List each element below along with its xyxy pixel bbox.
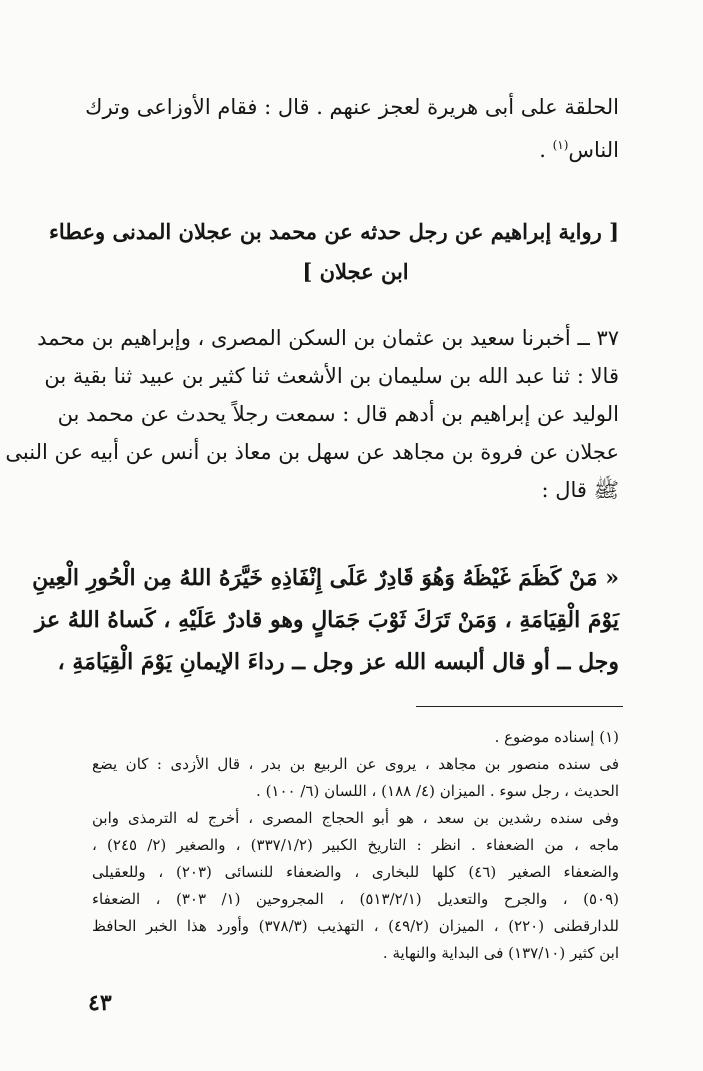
hadith-line: وجل ــ أو قال ألبسه الله عز وجل ــ رداءَ الإيمانِ يَوْمَ الْقِيَامَةِ ، bbox=[57, 649, 619, 675]
section-heading bbox=[49, 212, 619, 292]
footnote-divider bbox=[416, 706, 623, 707]
page-number: ٤٣ bbox=[88, 990, 112, 1016]
top-paragraph-line-2-end: . bbox=[539, 138, 553, 162]
footnote-line: وفى سنده رشدين بن سعد ، هو أبو الحجاج المصرى ، أخرج له الترمذى وابن bbox=[92, 809, 619, 827]
top-paragraph-line-1: الحلقة على أبى هريرة لعجز عنهم . قال : فقام الأوزاعى وترك bbox=[85, 95, 619, 119]
footnote-line: (٥٠٩) ، والجرح والتعديل (٥١٣/٢/١) ، المجروحين (١/ ٣٠٣) ، الضعفاء bbox=[92, 890, 619, 908]
narration-line: قالا : ثنا عبد الله بن سليمان بن الأشعث ثنا كثير بن عبيد ثنا بقية بن bbox=[44, 364, 619, 388]
narration-line: الوليد عن إبراهيم بن أدهم قال : سمعت رجلاً يحدث عن محمد بن bbox=[57, 402, 619, 426]
footnote-line: ماجه ، من الضعفاء . انظر : التاريخ الكبير (٣٣٧/١/٢) ، والصغير (٢/ ٢٤٥) ، bbox=[92, 836, 619, 854]
footnote-line: فى سنده منصور بن مجاهد ، يروى عن الربيع بن بدر ، قال الأزدى : كان يضع bbox=[92, 755, 619, 773]
hadith-line: « مَنْ كَظَمَ غَيْظَهُ وَهُوَ قَادِرٌ عَلَى إِنْفَاذِهِ خَيَّرَهُ اللهُ مِن الْحُورِ الْعِينِ bbox=[32, 565, 619, 591]
footnote-line: والضعفاء الصغير (٤٦) كلها للبخارى ، والضعفاء للنسائى (٢٠٣) ، وللعقيلى bbox=[92, 863, 619, 881]
footnote-marker: (١) bbox=[552, 138, 569, 152]
footnote-line: ابن كثير (١٣٧/١٠) فى البداية والنهاية . bbox=[382, 944, 619, 962]
footnote-line: الحديث ، رجل سوء . الميزان (٤/ ١٨٨) ، اللسان (٦/ ١٠٠) . bbox=[256, 782, 619, 800]
footnote-line: للدارقطنى (٢٢٠) ، الميزان (٤٩/٢) ، التهذيب (٣٧٨/٣) وأورد هذا الخبر الحافظ bbox=[92, 917, 620, 935]
top-paragraph-line-2 bbox=[92, 126, 619, 169]
narration-line: عجلان عن فروة بن مجاهد عن سهل بن معاذ بن أنس عن أبيه عن النبى bbox=[5, 440, 619, 464]
hadith-line: يَوْمَ الْقِيَامَةِ ، وَمَنْ تَرَكَ ثَوْبَ جَمَالٍ وهو قادرٌ عَلَيْهِ ، كَساهُ اللهُ عز bbox=[34, 607, 619, 633]
section-heading-line-2: ابن عجلان ] bbox=[302, 259, 409, 284]
top-paragraph bbox=[85, 88, 619, 169]
footnotes bbox=[92, 724, 619, 967]
footnote-line: (١) إسناده موضوع . bbox=[494, 728, 619, 746]
narration-line: ٣٧ ــ أخبرنا سعيد بن عثمان بن السكن المصرى ، وإبراهيم بن محمد bbox=[37, 326, 619, 350]
narration bbox=[5, 319, 619, 509]
hadith-text bbox=[32, 557, 619, 683]
section-heading-line-1: [ رواية إبراهيم عن رجل حدثه عن محمد بن عجلان المدنى وعطاء bbox=[49, 219, 619, 244]
top-paragraph-line-2-text: الناس bbox=[568, 138, 619, 162]
narration-line: ﷺ قال : bbox=[541, 478, 619, 502]
